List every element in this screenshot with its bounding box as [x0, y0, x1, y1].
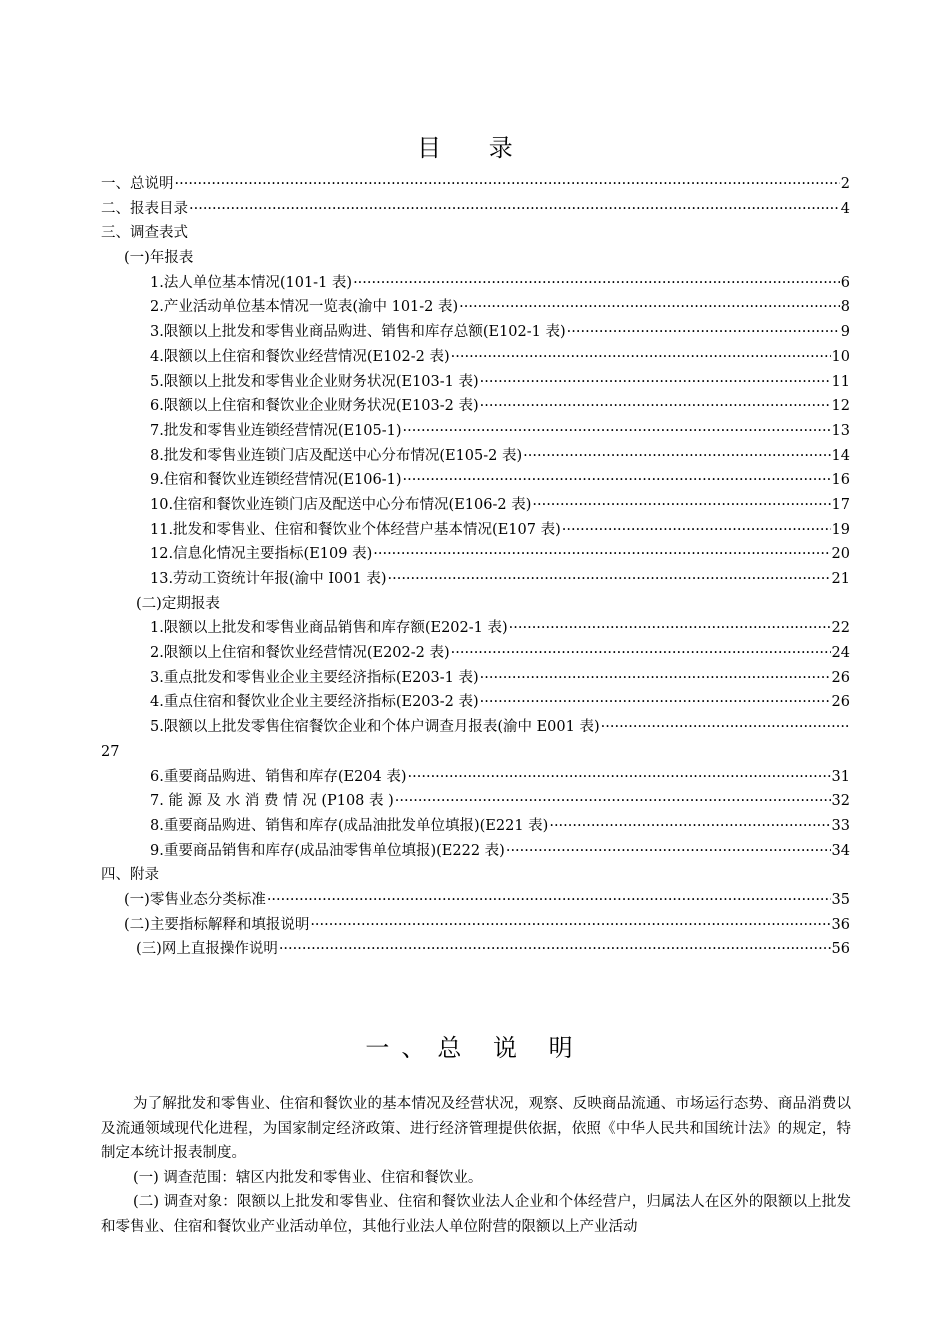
toc-entry-page: 11 [831, 373, 850, 390]
toc-entry-title: 10.住宿和餐饮业连锁门店及配送中心分布情况(E106-2 表) [150, 496, 532, 513]
toc-leader-dots [567, 320, 840, 345]
toc-entry-page: 4 [840, 200, 850, 217]
toc-entry-page: 8 [840, 299, 850, 316]
toc-leader-dots [601, 715, 849, 740]
toc-entry-page: 31 [831, 768, 850, 785]
toc-entry[interactable] [0, 937, 950, 962]
toc-entry-title: 8.重要商品购进、销售和库存(成品油批发单位填报)(E221 表) [150, 817, 549, 834]
toc-entry-title: 9.重要商品销售和库存(成品油零售单位填报)(E222 表) [150, 842, 505, 859]
toc-entry[interactable] [0, 913, 950, 938]
toc-leader-dots [459, 295, 840, 320]
toc-entry-page: 26 [831, 669, 850, 686]
toc-entry[interactable] [0, 863, 950, 888]
toc-entry-title: 2.限额以上住宿和餐饮业经营情况(E202-2 表) [150, 645, 450, 662]
toc-entry[interactable] [0, 888, 950, 913]
toc-leader-dots [189, 197, 840, 222]
toc-entry[interactable] [0, 814, 950, 839]
toc-entry-title: 1.限额以上批发和零售业商品销售和库存额(E202-1 表) [150, 620, 508, 637]
toc-entry[interactable] [0, 765, 950, 790]
toc-entry-page: 17 [831, 496, 850, 513]
toc-leader-dots [509, 616, 831, 641]
toc-entry-page: 19 [831, 521, 850, 538]
toc-leader-dots [373, 542, 830, 567]
toc-entry[interactable] [0, 839, 950, 864]
toc-entry-title: 7. 能 源 及 水 消 费 情 况 (P108 表 ) [150, 793, 394, 810]
toc-entry-title: 一、总说明 [101, 176, 174, 192]
toc-entry-title: 1.法人单位基本情况(101-1 表) [150, 274, 353, 291]
toc-leader-dots [549, 814, 830, 839]
toc-entry[interactable] [0, 592, 950, 617]
toc-entry-page: 12 [831, 398, 850, 415]
toc-entry[interactable] [0, 197, 950, 222]
toc-entry-title: 12.信息化情况主要指标(E109 表) [150, 546, 373, 563]
toc-leader-dots [480, 394, 831, 419]
toc-entry[interactable] [0, 641, 950, 666]
toc-entry[interactable] [0, 246, 950, 271]
toc-entry-title: (二)主要指标解释和填报说明 [124, 916, 310, 933]
toc-leader-dots [506, 839, 831, 864]
toc-entry[interactable] [0, 518, 950, 543]
toc-entry[interactable] [0, 690, 950, 715]
toc-entry[interactable] [0, 493, 950, 518]
toc-leader-dots [451, 641, 831, 666]
toc-leader-dots [353, 271, 840, 296]
toc-leader-dots [403, 468, 831, 493]
toc-entry-title: (一)零售业态分类标准 [124, 891, 266, 908]
toc-leader-dots [175, 172, 840, 197]
toc-entry-title: 5.限额以上批发零售住宿餐饮企业和个体户调查月报表(渝中 E001 表) [150, 719, 600, 736]
toc-entry-page: 21 [831, 571, 850, 587]
toc-leader-dots [310, 913, 830, 938]
toc-leader-dots [480, 666, 831, 691]
toc-entry-title: 二、报表目录 [101, 200, 188, 217]
toc-leader-dots [523, 444, 830, 469]
toc-entry-title: 11.批发和零售业、住宿和餐饮业个体经营户基本情况(E107 表) [150, 521, 561, 538]
toc-entry[interactable] [0, 271, 950, 296]
toc-entry-page: 20 [831, 546, 850, 563]
toc-entry-title: 5.限额以上批发和零售业企业财务状况(E103-1 表) [150, 373, 479, 390]
toc-entry[interactable] [0, 295, 950, 320]
toc-entry[interactable] [0, 542, 950, 567]
toc-entry-title: 4.重点住宿和餐饮业企业主要经济指标(E203-2 表) [150, 694, 479, 711]
toc-leader-dots [279, 937, 831, 962]
toc-entry-page: 9 [840, 324, 850, 341]
toc-entry-page: 13 [831, 422, 850, 439]
toc-leader-dots [403, 419, 831, 444]
toc-leader-dots [480, 370, 831, 395]
toc-entry-page: 6 [840, 274, 850, 291]
toc-leader-dots [480, 690, 831, 715]
toc-leader-dots [451, 345, 831, 370]
toc-entry-title: 6.重要商品购进、销售和库存(E204 表) [150, 768, 407, 785]
toc-entry-title: 4.限额以上住宿和餐饮业经营情况(E102-2 表) [150, 348, 450, 365]
toc-entry-wrap [0, 740, 950, 765]
scope-paragraph: (一) 调查范围：辖区内批发和零售业、住宿和餐饮业。 [133, 1170, 483, 1186]
table-of-contents [0, 172, 950, 962]
toc-entry-page: 14 [831, 447, 850, 464]
toc-entry-page: 22 [831, 620, 850, 637]
toc-entry[interactable] [0, 468, 950, 493]
toc-entry-title: 三、调查表式 [101, 225, 188, 242]
section-title: 一、总 说 明 [365, 1034, 585, 1062]
toc-leader-dots [532, 493, 830, 518]
toc-entry-page: 2 [840, 176, 850, 192]
toc-entry-page: 32 [831, 793, 850, 810]
toc-leader-dots [267, 888, 831, 913]
toc-entry-title: 13.劳动工资统计年报(渝中 I001 表) [150, 571, 387, 587]
toc-entry[interactable] [0, 172, 950, 197]
toc-entry-page: 27 [101, 743, 120, 760]
toc-entry-page: 33 [831, 817, 850, 834]
toc-entry[interactable] [0, 567, 950, 592]
toc-entry-page: 34 [831, 842, 850, 859]
toc-title: 目 录 [417, 134, 533, 162]
toc-entry[interactable] [0, 370, 950, 395]
toc-entry[interactable] [0, 616, 950, 641]
toc-entry-page: 10 [831, 348, 850, 365]
toc-entry-page: 16 [831, 472, 850, 489]
toc-entry-title: 3.限额以上批发和零售业商品购进、销售和库存总额(E102-1 表) [150, 324, 566, 341]
toc-entry-page: 24 [831, 645, 850, 662]
toc-entry-title: 四、附录 [101, 867, 159, 884]
object-paragraph: (二) 调查对象：限额以上批发和零售业、住宿和餐饮业法人企业和个体经营户，归属法人在区外的限额以上批发和零售业、住宿和餐饮业产业活动单位，其他行业法人单位附营的限额以上产业活动 [101, 1194, 851, 1235]
toc-entry-title: 2.产业活动单位基本情况一览表(渝中 101-2 表) [150, 299, 459, 316]
toc-entry[interactable] [0, 715, 950, 740]
toc-entry-title: 9.住宿和餐饮业连锁经营情况(E106-1) [150, 472, 402, 489]
toc-entry-page: 35 [831, 891, 850, 908]
toc-leader-dots [562, 518, 831, 543]
toc-entry[interactable] [0, 789, 950, 814]
toc-leader-dots [408, 765, 831, 790]
toc-entry[interactable] [0, 320, 950, 345]
toc-entry-page: 36 [831, 916, 850, 933]
toc-entry[interactable] [0, 221, 950, 246]
toc-entry-title: (一)年报表 [124, 250, 194, 267]
toc-entry[interactable] [0, 419, 950, 444]
toc-entry[interactable] [0, 444, 950, 469]
toc-leader-dots [395, 789, 831, 814]
toc-entry-title: (三)网上直报操作说明 [136, 941, 278, 958]
toc-entry-title: 3.重点批发和零售业企业主要经济指标(E203-1 表) [150, 669, 479, 686]
intro-paragraph: 为了解批发和零售业、住宿和餐饮业的基本情况及经营状况，观察、反映商品流通、市场运行态势、商品消费以及流通领域现代化进程，为国家制定经济政策、进行经济管理提供依据，依照《中华人民共和国统计法》的规定，特制定本统计报表制度。 [101, 1096, 851, 1161]
toc-entry-title: 7.批发和零售业连锁经营情况(E105-1) [150, 422, 402, 439]
toc-entry[interactable] [0, 394, 950, 419]
toc-entry[interactable] [0, 666, 950, 691]
toc-entry-page: 56 [831, 941, 850, 958]
toc-entry-title: 8.批发和零售业连锁门店及配送中心分布情况(E105-2 表) [150, 447, 523, 464]
toc-entry[interactable] [0, 345, 950, 370]
toc-entry-page: 26 [831, 694, 850, 711]
toc-leader-dots [388, 567, 831, 592]
toc-entry-title: 6.限额以上住宿和餐饮业企业财务状况(E103-2 表) [150, 398, 479, 415]
toc-entry-title: (二)定期报表 [136, 595, 220, 612]
